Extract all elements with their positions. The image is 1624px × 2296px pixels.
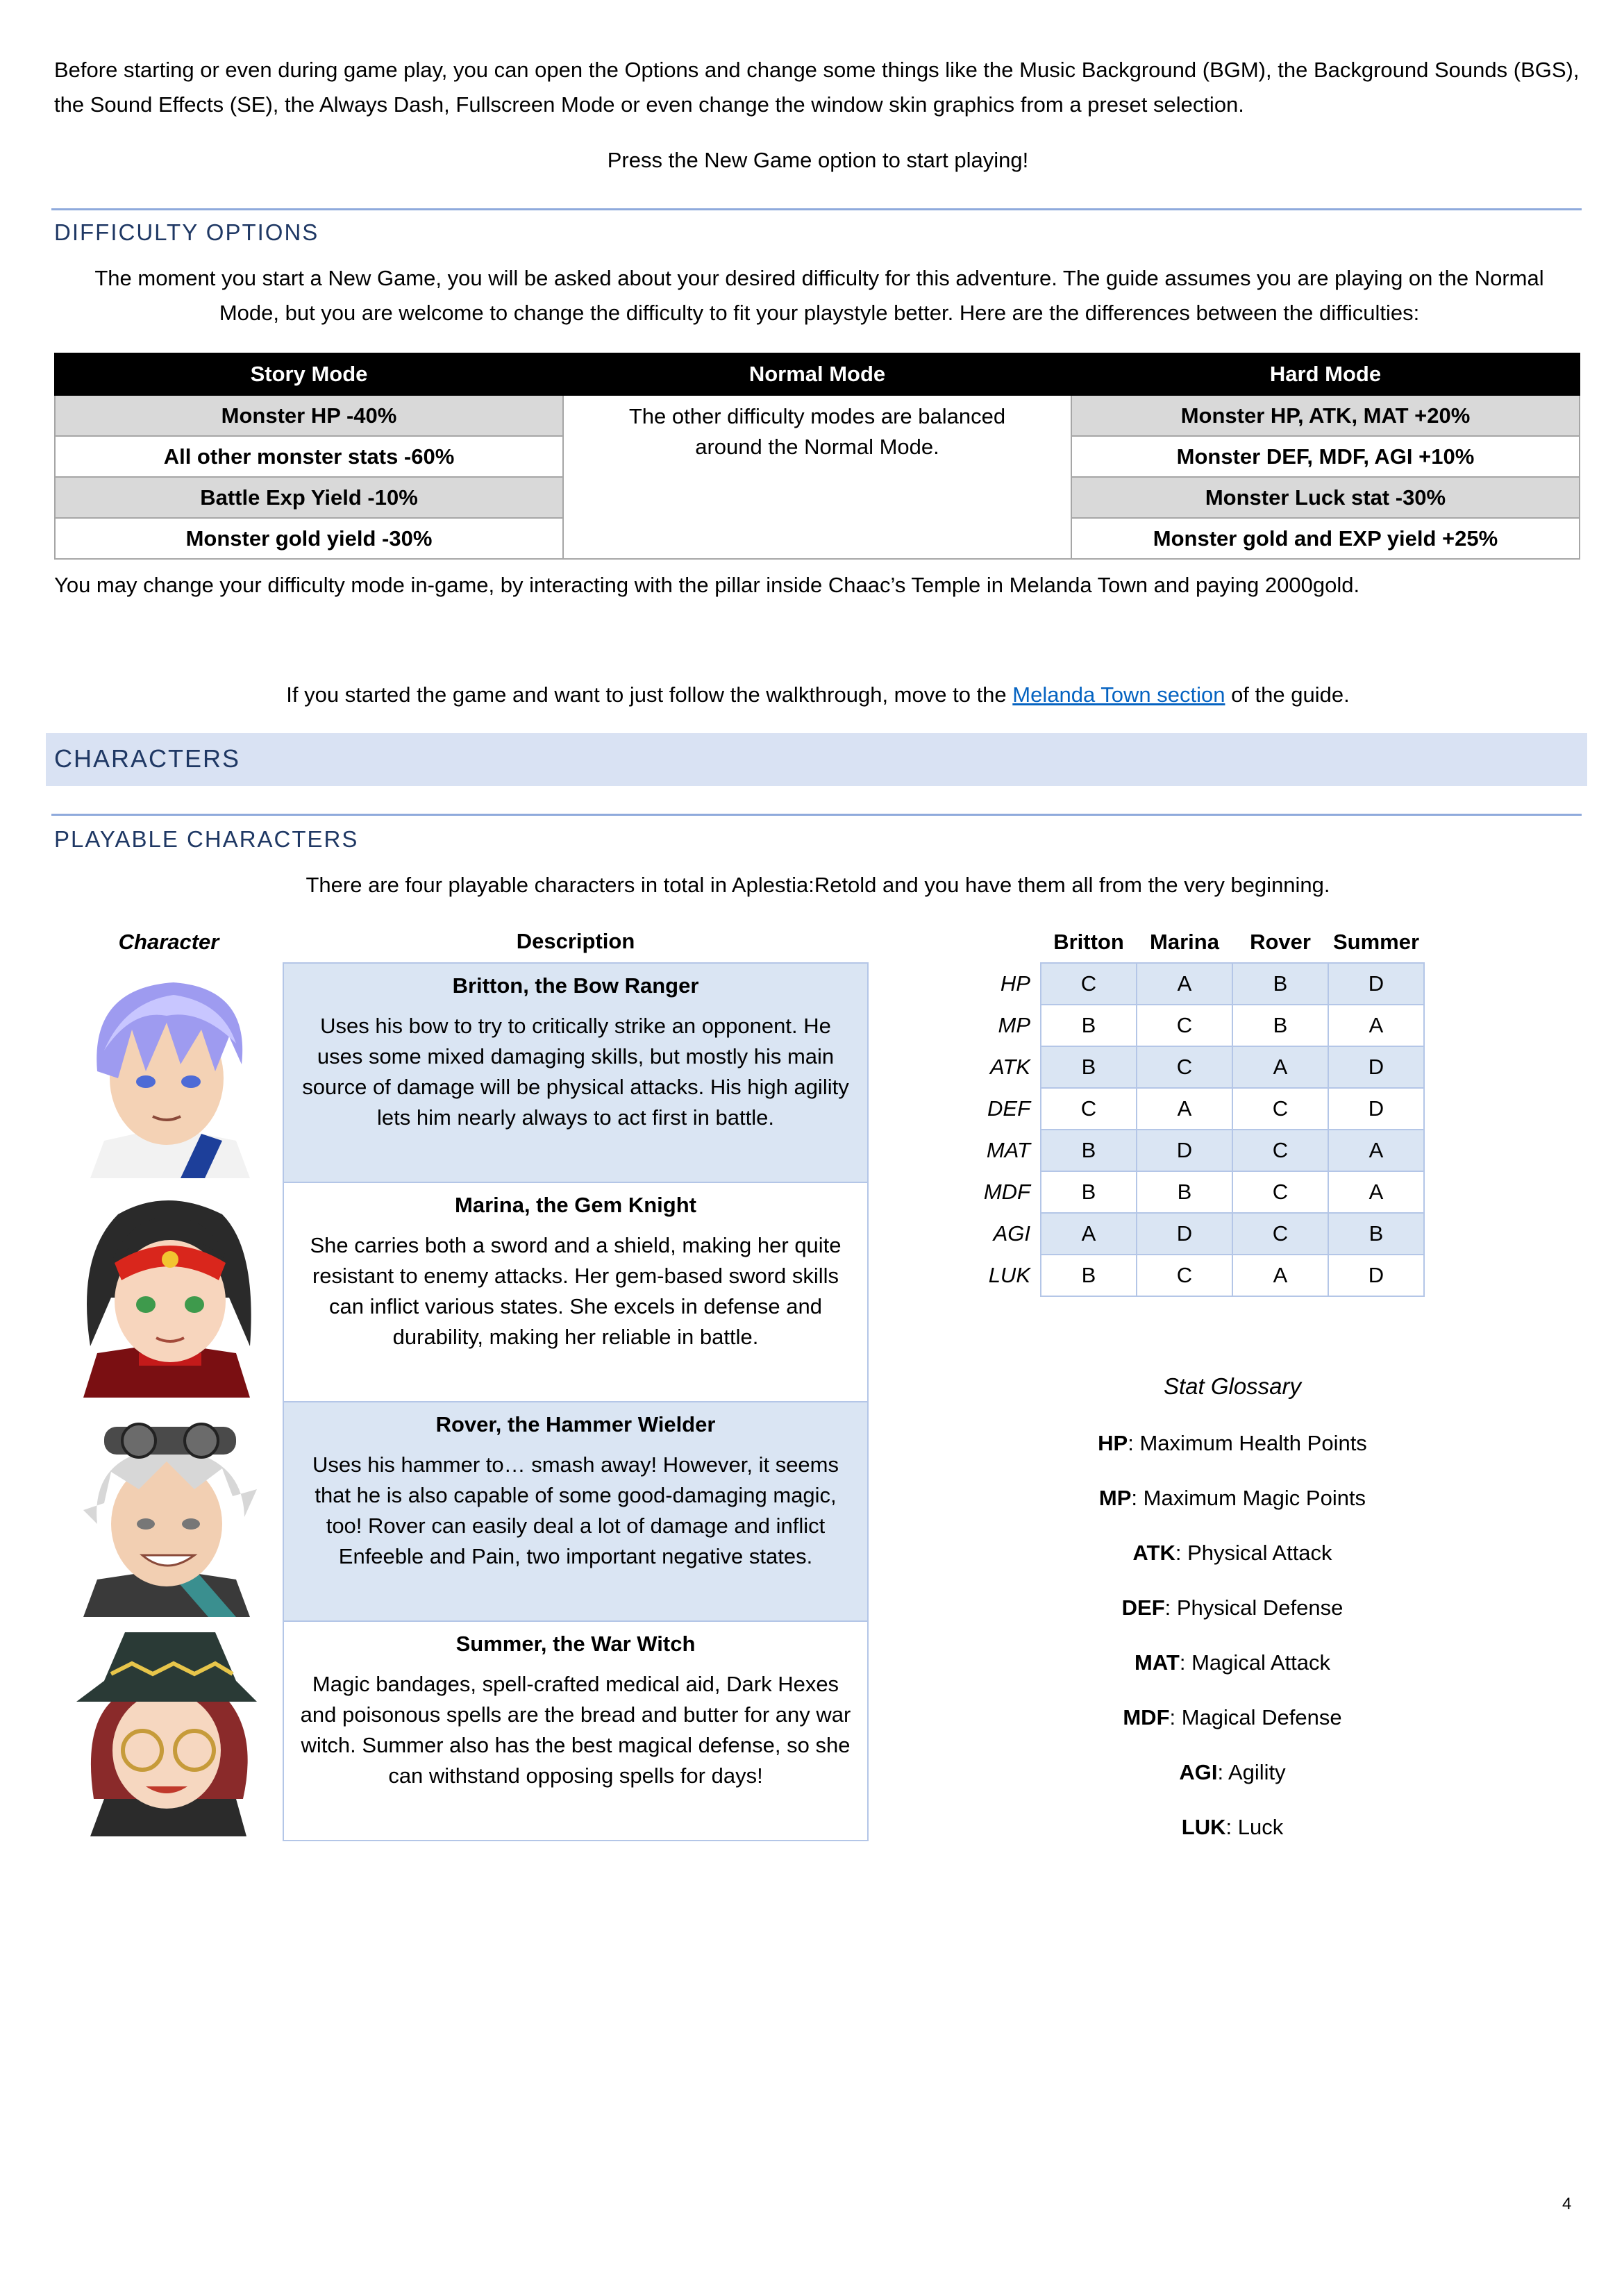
stats-header-britton: Britton bbox=[1053, 930, 1124, 954]
rover-portrait-image bbox=[62, 1406, 274, 1617]
stat-grade: C bbox=[1137, 1005, 1232, 1046]
follow-walkthrough-text bbox=[54, 678, 1582, 712]
glossary-abbr: AGI bbox=[1179, 1760, 1218, 1784]
glossary-abbr: HP bbox=[1098, 1431, 1128, 1455]
normal-mode-header: Normal Mode bbox=[563, 353, 1071, 395]
glossary-text: : Magical Attack bbox=[1179, 1650, 1330, 1675]
stats-row-atk bbox=[946, 1046, 1424, 1088]
glossary-item bbox=[972, 1591, 1493, 1625]
glossary-item bbox=[972, 1536, 1493, 1570]
stats-header-summer: Summer bbox=[1332, 930, 1420, 954]
stats-table bbox=[946, 922, 1425, 1297]
stats-row-def bbox=[946, 1088, 1424, 1130]
glossary-text: : Maximum Magic Points bbox=[1131, 1486, 1366, 1510]
playable-characters-paragraph: There are four playable characters in total in Aplestia:Retold and you have them all from the very beginning. bbox=[305, 873, 1330, 897]
stat-grade: A bbox=[1041, 1213, 1137, 1255]
melanda-town-link[interactable]: Melanda Town section bbox=[1012, 682, 1225, 707]
summer-portrait bbox=[54, 1621, 283, 1841]
glossary-text: : Physical Defense bbox=[1164, 1595, 1343, 1620]
stat-label: MP bbox=[998, 1013, 1030, 1037]
rover-portrait bbox=[54, 1402, 283, 1621]
story-mode-header: Story Mode bbox=[55, 353, 563, 395]
stat-grade: A bbox=[1328, 1130, 1424, 1171]
character-name: Britton, the Bow Ranger bbox=[452, 973, 699, 998]
stat-label: ATK bbox=[990, 1055, 1030, 1079]
stats-row-mp bbox=[946, 1005, 1424, 1046]
stat-label: AGI bbox=[993, 1221, 1030, 1246]
stat-grade: B bbox=[1041, 1005, 1137, 1046]
stats-header-marina: Marina bbox=[1150, 930, 1219, 954]
stat-grade: A bbox=[1328, 1171, 1424, 1213]
hard-mode-cell: Monster Luck stat -30% bbox=[1071, 477, 1580, 518]
hard-mode-header: Hard Mode bbox=[1071, 353, 1580, 395]
character-name: Summer, the War Witch bbox=[455, 1632, 696, 1656]
character-description: Uses his bow to try to critically strike an opponent. He uses some mixed damaging skills, but mostly his main source of damage will be physical attacks. His high agility lets him nearly always to act first in battle. bbox=[302, 1014, 849, 1130]
characters-section-band bbox=[46, 733, 1587, 786]
stat-grade: C bbox=[1041, 963, 1137, 1005]
stat-label: LUK bbox=[988, 1263, 1030, 1287]
stat-label: MDF bbox=[983, 1180, 1030, 1204]
difficulty-paragraph: The moment you start a New Game, you will be asked about your desired difficulty for this adventure. The guide assumes you are playing on the Normal Mode, but you are welcome to change the difficulty to fit your playstyle better. Here are the differences between the difficulties: bbox=[94, 266, 1544, 325]
stats-row-agi bbox=[946, 1213, 1424, 1255]
stat-glossary-title: Stat Glossary bbox=[1163, 1373, 1302, 1399]
hard-mode-cell: Monster DEF, MDF, AGI +10% bbox=[1071, 436, 1580, 477]
stats-row-luk bbox=[946, 1255, 1424, 1296]
stat-grade: B bbox=[1041, 1046, 1137, 1088]
normal-mode-text: The other difficulty modes are balanced around the Normal Mode. bbox=[628, 404, 1006, 459]
britton-description-cell bbox=[283, 963, 868, 1182]
glossary-abbr: LUK bbox=[1181, 1815, 1226, 1839]
story-mode-cell: All other monster stats -60% bbox=[55, 436, 563, 477]
follow-text-end: of the guide. bbox=[1225, 682, 1350, 707]
glossary-abbr: MDF bbox=[1123, 1705, 1170, 1729]
difficulty-table bbox=[54, 353, 1580, 560]
stat-grade: A bbox=[1137, 1088, 1232, 1130]
stat-grade: D bbox=[1328, 963, 1424, 1005]
britton-portrait-image bbox=[62, 967, 274, 1178]
stat-label: HP bbox=[1000, 971, 1030, 996]
stat-grade: C bbox=[1137, 1255, 1232, 1296]
character-description: She carries both a sword and a shield, making her quite resistant to enemy attacks. Her gem-based sword skills can inflict various states. She excels in defense and durability, making her reliable in battle. bbox=[310, 1233, 842, 1349]
stat-grade: D bbox=[1328, 1088, 1424, 1130]
stat-label: MAT bbox=[986, 1138, 1030, 1162]
stat-grade: D bbox=[1328, 1255, 1424, 1296]
glossary-item bbox=[972, 1481, 1493, 1516]
difficulty-heading: DIFFICULTY OPTIONS bbox=[54, 219, 319, 245]
stat-grade: D bbox=[1137, 1213, 1232, 1255]
character-description: Uses his hammer to… smash away! However, it seems that he is also capable of some good-damaging magic, too! Rover can easily deal a lot of damage and inflict Enfeeble and Pain, two important negative states. bbox=[312, 1452, 839, 1568]
page-number: 4 bbox=[1562, 2195, 1572, 2213]
characters-band-title: CHARACTERS bbox=[54, 744, 241, 773]
stat-grade: A bbox=[1232, 1046, 1328, 1088]
glossary-abbr: MAT bbox=[1135, 1650, 1180, 1675]
stat-grade: C bbox=[1232, 1213, 1328, 1255]
stat-grade: C bbox=[1137, 1046, 1232, 1088]
glossary-item bbox=[972, 1755, 1493, 1790]
stat-grade: B bbox=[1232, 963, 1328, 1005]
stat-label: DEF bbox=[987, 1096, 1030, 1121]
stat-grade: B bbox=[1041, 1130, 1137, 1171]
press-new-game-text: Press the New Game option to start playing! bbox=[607, 148, 1029, 172]
story-mode-cell: Monster gold yield -30% bbox=[55, 518, 563, 559]
stat-grade: C bbox=[1041, 1088, 1137, 1130]
stat-grade: A bbox=[1232, 1255, 1328, 1296]
story-mode-cell: Monster HP -40% bbox=[55, 395, 563, 436]
stat-grade: C bbox=[1232, 1088, 1328, 1130]
normal-mode-cell bbox=[563, 395, 1071, 559]
intro-paragraph: Before starting or even during game play, you can open the Options and change some things like the Music Background (BGM), the Background Sounds (BGS), the Sound Effects (SE), the Always Dash, Fullscreen Mode or even change the window skin graphics from a preset selection. bbox=[54, 58, 1580, 117]
stat-grade: B bbox=[1137, 1171, 1232, 1213]
summer-description-cell bbox=[283, 1621, 868, 1841]
description-column-header: Description bbox=[516, 929, 635, 953]
characters-table bbox=[54, 921, 869, 1841]
stats-row-mat bbox=[946, 1130, 1424, 1171]
section-divider bbox=[51, 814, 1582, 816]
glossary-text: : Maximum Health Points bbox=[1128, 1431, 1367, 1455]
hard-mode-cell: Monster HP, ATK, MAT +20% bbox=[1071, 395, 1580, 436]
hard-mode-cell: Monster gold and EXP yield +25% bbox=[1071, 518, 1580, 559]
rover-description-cell bbox=[283, 1402, 868, 1621]
section-divider bbox=[51, 208, 1582, 210]
marina-description-cell bbox=[283, 1182, 868, 1402]
glossary-item bbox=[972, 1426, 1493, 1461]
glossary-abbr: DEF bbox=[1121, 1595, 1165, 1620]
stat-grade: C bbox=[1232, 1171, 1328, 1213]
character-name: Marina, the Gem Knight bbox=[455, 1193, 696, 1217]
stats-corner bbox=[946, 922, 1041, 963]
story-mode-cell: Battle Exp Yield -10% bbox=[55, 477, 563, 518]
stat-grade: B bbox=[1328, 1213, 1424, 1255]
marina-portrait bbox=[54, 1182, 283, 1402]
marina-portrait-image bbox=[62, 1187, 274, 1398]
difficulty-note: You may change your difficulty mode in-game, by interacting with the pillar inside Chaac’s Temple in Melanda Town and paying 2000gold. bbox=[54, 573, 1360, 597]
glossary-text: : Luck bbox=[1225, 1815, 1284, 1839]
glossary-text: : Magical Defense bbox=[1169, 1705, 1342, 1729]
glossary-item bbox=[972, 1810, 1493, 1845]
follow-text-start: If you started the game and want to just follow the walkthrough, move to the bbox=[286, 682, 1013, 707]
glossary-abbr: MP bbox=[1098, 1486, 1132, 1510]
playable-characters-heading: PLAYABLE CHARACTERS bbox=[54, 826, 359, 852]
stat-grade: C bbox=[1232, 1130, 1328, 1171]
character-column-header: Character bbox=[118, 929, 219, 954]
stats-row-hp bbox=[946, 963, 1424, 1005]
stat-grade: A bbox=[1137, 963, 1232, 1005]
britton-portrait bbox=[54, 963, 283, 1182]
glossary-text: : Physical Attack bbox=[1175, 1541, 1332, 1565]
character-name: Rover, the Hammer Wielder bbox=[435, 1412, 716, 1436]
stat-grade: D bbox=[1137, 1130, 1232, 1171]
stats-header-rover: Rover bbox=[1250, 930, 1311, 954]
stat-grade: D bbox=[1328, 1046, 1424, 1088]
summer-portrait-image bbox=[62, 1625, 274, 1836]
character-description: Magic bandages, spell-crafted medical aid, Dark Hexes and poisonous spells are the bread and butter for any war witch. Summer also has the best magical defense, so she can withstand opposing spells for days! bbox=[300, 1672, 851, 1788]
glossary-abbr: ATK bbox=[1132, 1541, 1175, 1565]
stat-grade: A bbox=[1328, 1005, 1424, 1046]
glossary-text: : Agility bbox=[1217, 1760, 1286, 1784]
stat-grade: B bbox=[1041, 1255, 1137, 1296]
stat-grade: B bbox=[1041, 1171, 1137, 1213]
glossary-item bbox=[972, 1700, 1493, 1735]
stat-grade: B bbox=[1232, 1005, 1328, 1046]
stats-row-mdf bbox=[946, 1171, 1424, 1213]
glossary-item bbox=[972, 1645, 1493, 1680]
